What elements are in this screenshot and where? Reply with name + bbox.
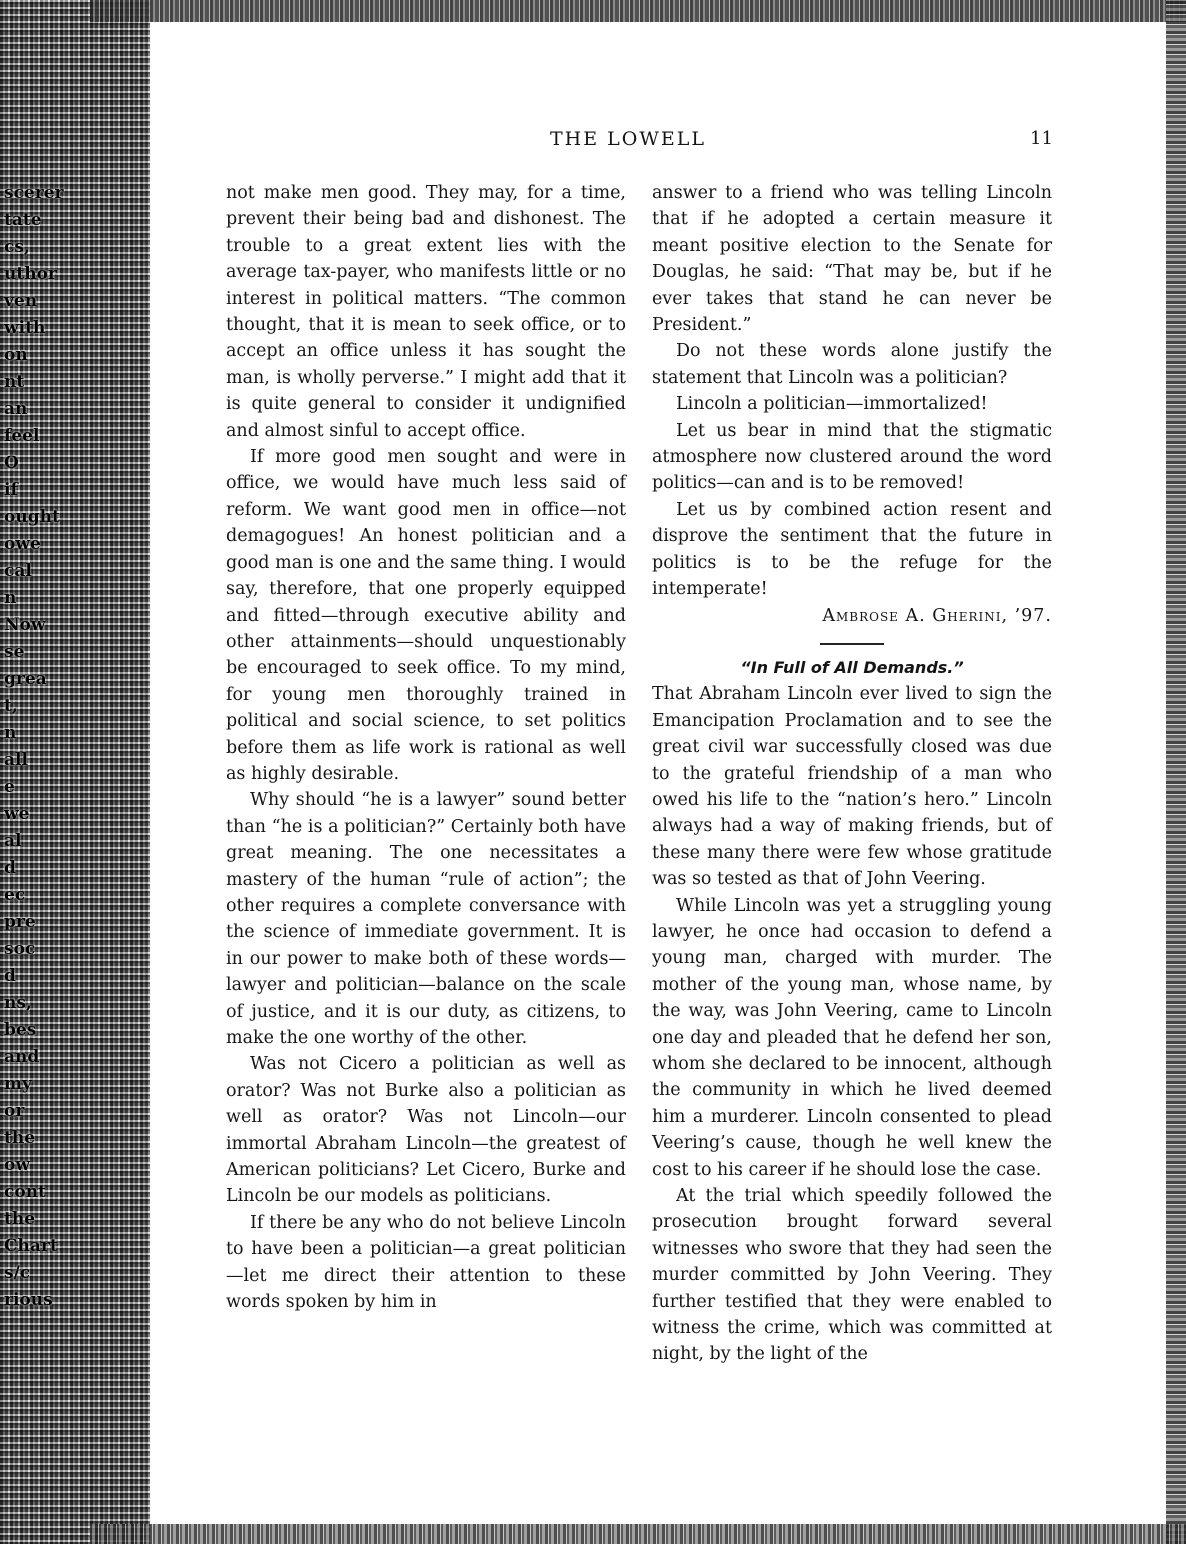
margin-fragment: O xyxy=(4,453,19,473)
right-page-edge xyxy=(1166,0,1186,1544)
margin-fragment: ns, xyxy=(4,993,32,1013)
margin-fragment: ven xyxy=(4,291,38,311)
margin-fragment: d xyxy=(4,858,16,878)
margin-fragment: we xyxy=(4,804,30,824)
paragraph: Do not these words alone justify the statement that Lincoln was a politician? xyxy=(652,341,1052,388)
margin-fragment: cs, xyxy=(4,237,30,257)
margin-fragment: ought xyxy=(4,507,60,527)
paragraph: Let us bear in mind that the stigmatic atmosphere now clustered around the word politics—can and is to be removed! xyxy=(652,420,1052,494)
bottom-page-edge xyxy=(90,1524,1186,1544)
margin-fragment: an xyxy=(4,399,28,419)
paragraph: answer to a friend who was telling Lincoln that if he adopted a certain measure it meant positive election to the Senate for Douglas, he said: “That may be, but if he ever takes that stand he can never be President.” xyxy=(652,183,1052,336)
margin-fragment: the xyxy=(4,1209,36,1229)
margin-fragment: s/c xyxy=(4,1263,31,1283)
left-column xyxy=(226,180,626,1315)
margin-fragment: ow xyxy=(4,1155,30,1175)
adjacent-page-margin xyxy=(0,0,150,1544)
section-divider xyxy=(820,643,884,645)
margin-fragment: nt xyxy=(4,372,25,392)
margin-fragment: tate xyxy=(4,210,42,230)
margin-fragment: or xyxy=(4,1101,25,1121)
right-column xyxy=(652,180,1052,1368)
margin-fragment: if xyxy=(4,480,18,500)
margin-fragment: grea xyxy=(4,669,47,689)
margin-fragment: d xyxy=(4,966,16,986)
running-head: THE LOWELL xyxy=(550,128,706,150)
paragraph: If there be any who do not believe Lincoln to have been a politician—a great politician—let me direct their attention to these words spoken by him in xyxy=(226,1212,626,1313)
top-page-edge xyxy=(90,0,1186,22)
margin-fragment: n xyxy=(4,588,17,608)
margin-fragment: Now xyxy=(4,615,46,635)
paragraph: Let us by combined action resent and disprove the sentiment that the future in politics is to be the refuge for the intemperate! xyxy=(652,499,1052,600)
margin-fragment: t, xyxy=(4,696,18,716)
paragraph: Lincoln a politician—immortalized! xyxy=(676,394,988,415)
margin-fragment: uthor xyxy=(4,264,57,284)
paragraph: not make men good. They may, for a time, prevent their being bad and dishonest. The trouble to a great extent lies with the average tax-payer, who manifests little or no interest in political matters. “The common thought, that it is mean to seek office, or to accept an office unless it has sought the man, is wholly perverse.” I might add that it is quite general to consider it undignified and almost sinful to accept office. xyxy=(226,183,626,441)
margin-fragment: on xyxy=(4,345,28,365)
margin-fragment: soc xyxy=(4,939,36,959)
adjacent-page-fragments xyxy=(4,180,124,1314)
author-signature: Ambrose A. Gherini, ’97. xyxy=(822,605,1052,626)
margin-fragment: all xyxy=(4,750,28,770)
margin-fragment: Chart xyxy=(4,1236,58,1256)
paragraph: If more good men sought and were in office, we would have much less said of reform. We want good men in office—not demagogues! An honest politician and a good man is one and the same thing. I would say, therefore, that one properly equipped and fitted—through executive ability and other attainments—should unquestionably be encouraged to seek office. To my mind, for young men thoroughly trained in political and social science, to set politics before them as life work is rational as well as highly desirable. xyxy=(226,447,626,784)
margin-fragment: ec xyxy=(4,885,26,905)
paragraph: Was not Cicero a politician as well as orator? Was not Burke also a politician as well as orator? Was not Lincoln—our immortal Abraham Lincoln—the greatest of American politicians? Let Cicero, Burke and Lincoln be our models as politicians. xyxy=(226,1054,626,1207)
margin-fragment: cont xyxy=(4,1182,46,1202)
margin-fragment: n xyxy=(4,723,17,743)
margin-fragment: with xyxy=(4,318,46,338)
margin-fragment: pre xyxy=(4,912,36,932)
margin-fragment: bes xyxy=(4,1020,37,1040)
margin-fragment: e xyxy=(4,777,15,797)
margin-fragment: rious xyxy=(4,1290,53,1310)
margin-fragment: cal xyxy=(4,561,32,581)
margin-fragment: my xyxy=(4,1074,32,1094)
margin-fragment: al xyxy=(4,831,22,851)
paragraph: Why should “he is a lawyer” sound better than “he is a politician?” Certainly both have great meaning. The one necessitates a mastery of the human “rule of action”; the other requires a complete conversance with the science of immediate government. It is in our power to make both of these words—lawyer and politician—balance on the scale of justice, and it is our duty, as citizens, to make the one worthy of the other. xyxy=(226,790,626,1048)
margin-fragment: se xyxy=(4,642,25,662)
story-body xyxy=(652,681,1052,1368)
margin-fragment: scerer xyxy=(4,183,64,203)
margin-fragment: and xyxy=(4,1047,40,1067)
margin-fragment: feel xyxy=(4,426,40,446)
margin-fragment: owe xyxy=(4,534,41,554)
section-title: “In Full of All Demands.” xyxy=(740,657,964,677)
article-conclusion xyxy=(652,180,1052,603)
paragraph: That Abraham Lincoln ever lived to sign the Emancipation Proclamation and to see the great civil war successfully closed was due to the grateful friendship of a man who owed his life to the “nation’s hero.” Lincoln always had a way of making friends, but of these many there were few whose gratitude was so tested as that of John Veering. xyxy=(652,684,1052,890)
paragraph: At the trial which speedily followed the prosecution brought forward several witnesses who swore that they had seen the murder committed by John Veering. They further testified that they were enabled to witness the crime, which was committed at night, by the light of the xyxy=(652,1186,1052,1365)
margin-fragment: the xyxy=(4,1128,36,1148)
page-number: 11 xyxy=(1030,128,1053,149)
paragraph: While Lincoln was yet a struggling young lawyer, he once had occasion to defend a young man, charged with murder. The mother of the young man, whose name, by the way, was John Veering, came to Lincoln one day and pleaded that he defend her son, whom she declared to be innocent, although the community in which he lived deemed him a murderer. Lincoln consented to plead Veering’s cause, though he well knew the cost to his career if he should lose the case. xyxy=(652,895,1052,1180)
